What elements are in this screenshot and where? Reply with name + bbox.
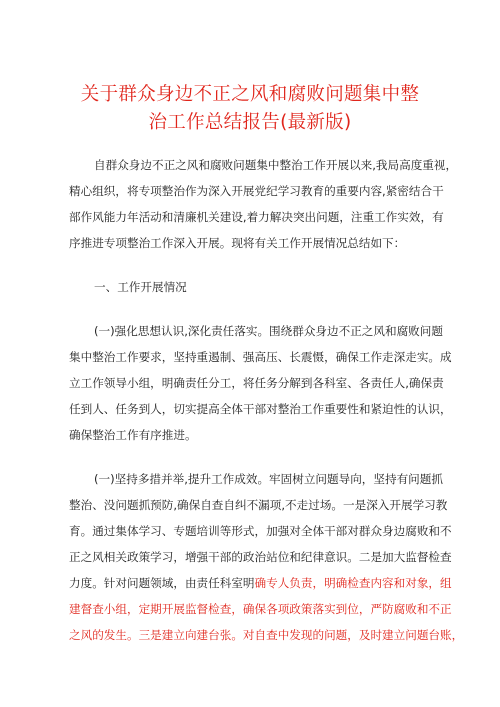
para2-line-2: 整治、没问题抓预防,确保自查自纠不漏项,不走过场。一是深入开展学习教: [69, 498, 448, 512]
document-title-line-1: 关于群众身边不正之风和腐败问题集中整: [80, 84, 420, 105]
para2-line-7-red: 之风的发生。三是建立向建台张。对自查中发现的问题，及时建立问题台账，: [69, 628, 464, 642]
para2-line-6: [69, 599, 452, 619]
para2-line-6-red: 建督查小组，定期开展监督检查，确保各项政策落实到位，严防腐败和不正: [69, 602, 452, 616]
para1-line-4: 任到人、任务到人，切实提高全体干部对整治工作重要性和紧迫性的认识，: [69, 402, 452, 416]
para2-line-5-black: 力度。针对问题领域，由责任科室明: [69, 576, 255, 590]
para2-line-3: 育。通过集体学习、专题培训等形式，加强对全体干部对群众身边腐败和不: [69, 524, 452, 538]
intro-line-4: 序推进专项整治工作深入开展。现将有关工作开展情况总结如下：: [69, 236, 406, 250]
para2-line-5-red: 确专人负责，明确检查内容和对象，组: [254, 576, 452, 590]
intro-line-1: 自群众身边不正之风和腐败问题集中整治工作开展以来,我局高度重视，: [94, 158, 458, 172]
para2-line-5: [69, 573, 452, 593]
para2-line-1: (一)坚持多措并举,提升工作成效。牢固树立问题导向，坚持有问题抓: [94, 472, 443, 486]
para1-line-1: (一)强化思想认识,深化责任落实。围绕群众身边不正之风和腐败问题: [94, 324, 443, 338]
section-heading: 一、工作开展情况: [94, 280, 187, 294]
para1-line-5: 确保整治工作有序推进。: [69, 428, 197, 442]
intro-line-2: 精心组织，将专项整治作为深入开展党纪学习教育的重要内容,紧密结合干: [69, 184, 444, 198]
para2-line-7: [69, 625, 463, 645]
para1-line-2: 集中整治工作要求，坚持重遏制、强高压、长震慑，确保工作走深走实。成: [69, 350, 452, 364]
intro-line-3: 部作风能力年活动和清廉机关建设,着力解决突出问题，注重工作实效，有: [69, 210, 444, 224]
para1-line-3: 立工作领导小组，明确责任分工，将任务分解到各科室、各责任人,确保责: [69, 376, 444, 390]
document-title-line-2: 治工作总结报告(最新版): [148, 112, 352, 133]
para2-line-4: 正之风相关政策学习，增强干部的政治站位和纪律意识。二是加大监督检查: [69, 550, 452, 564]
